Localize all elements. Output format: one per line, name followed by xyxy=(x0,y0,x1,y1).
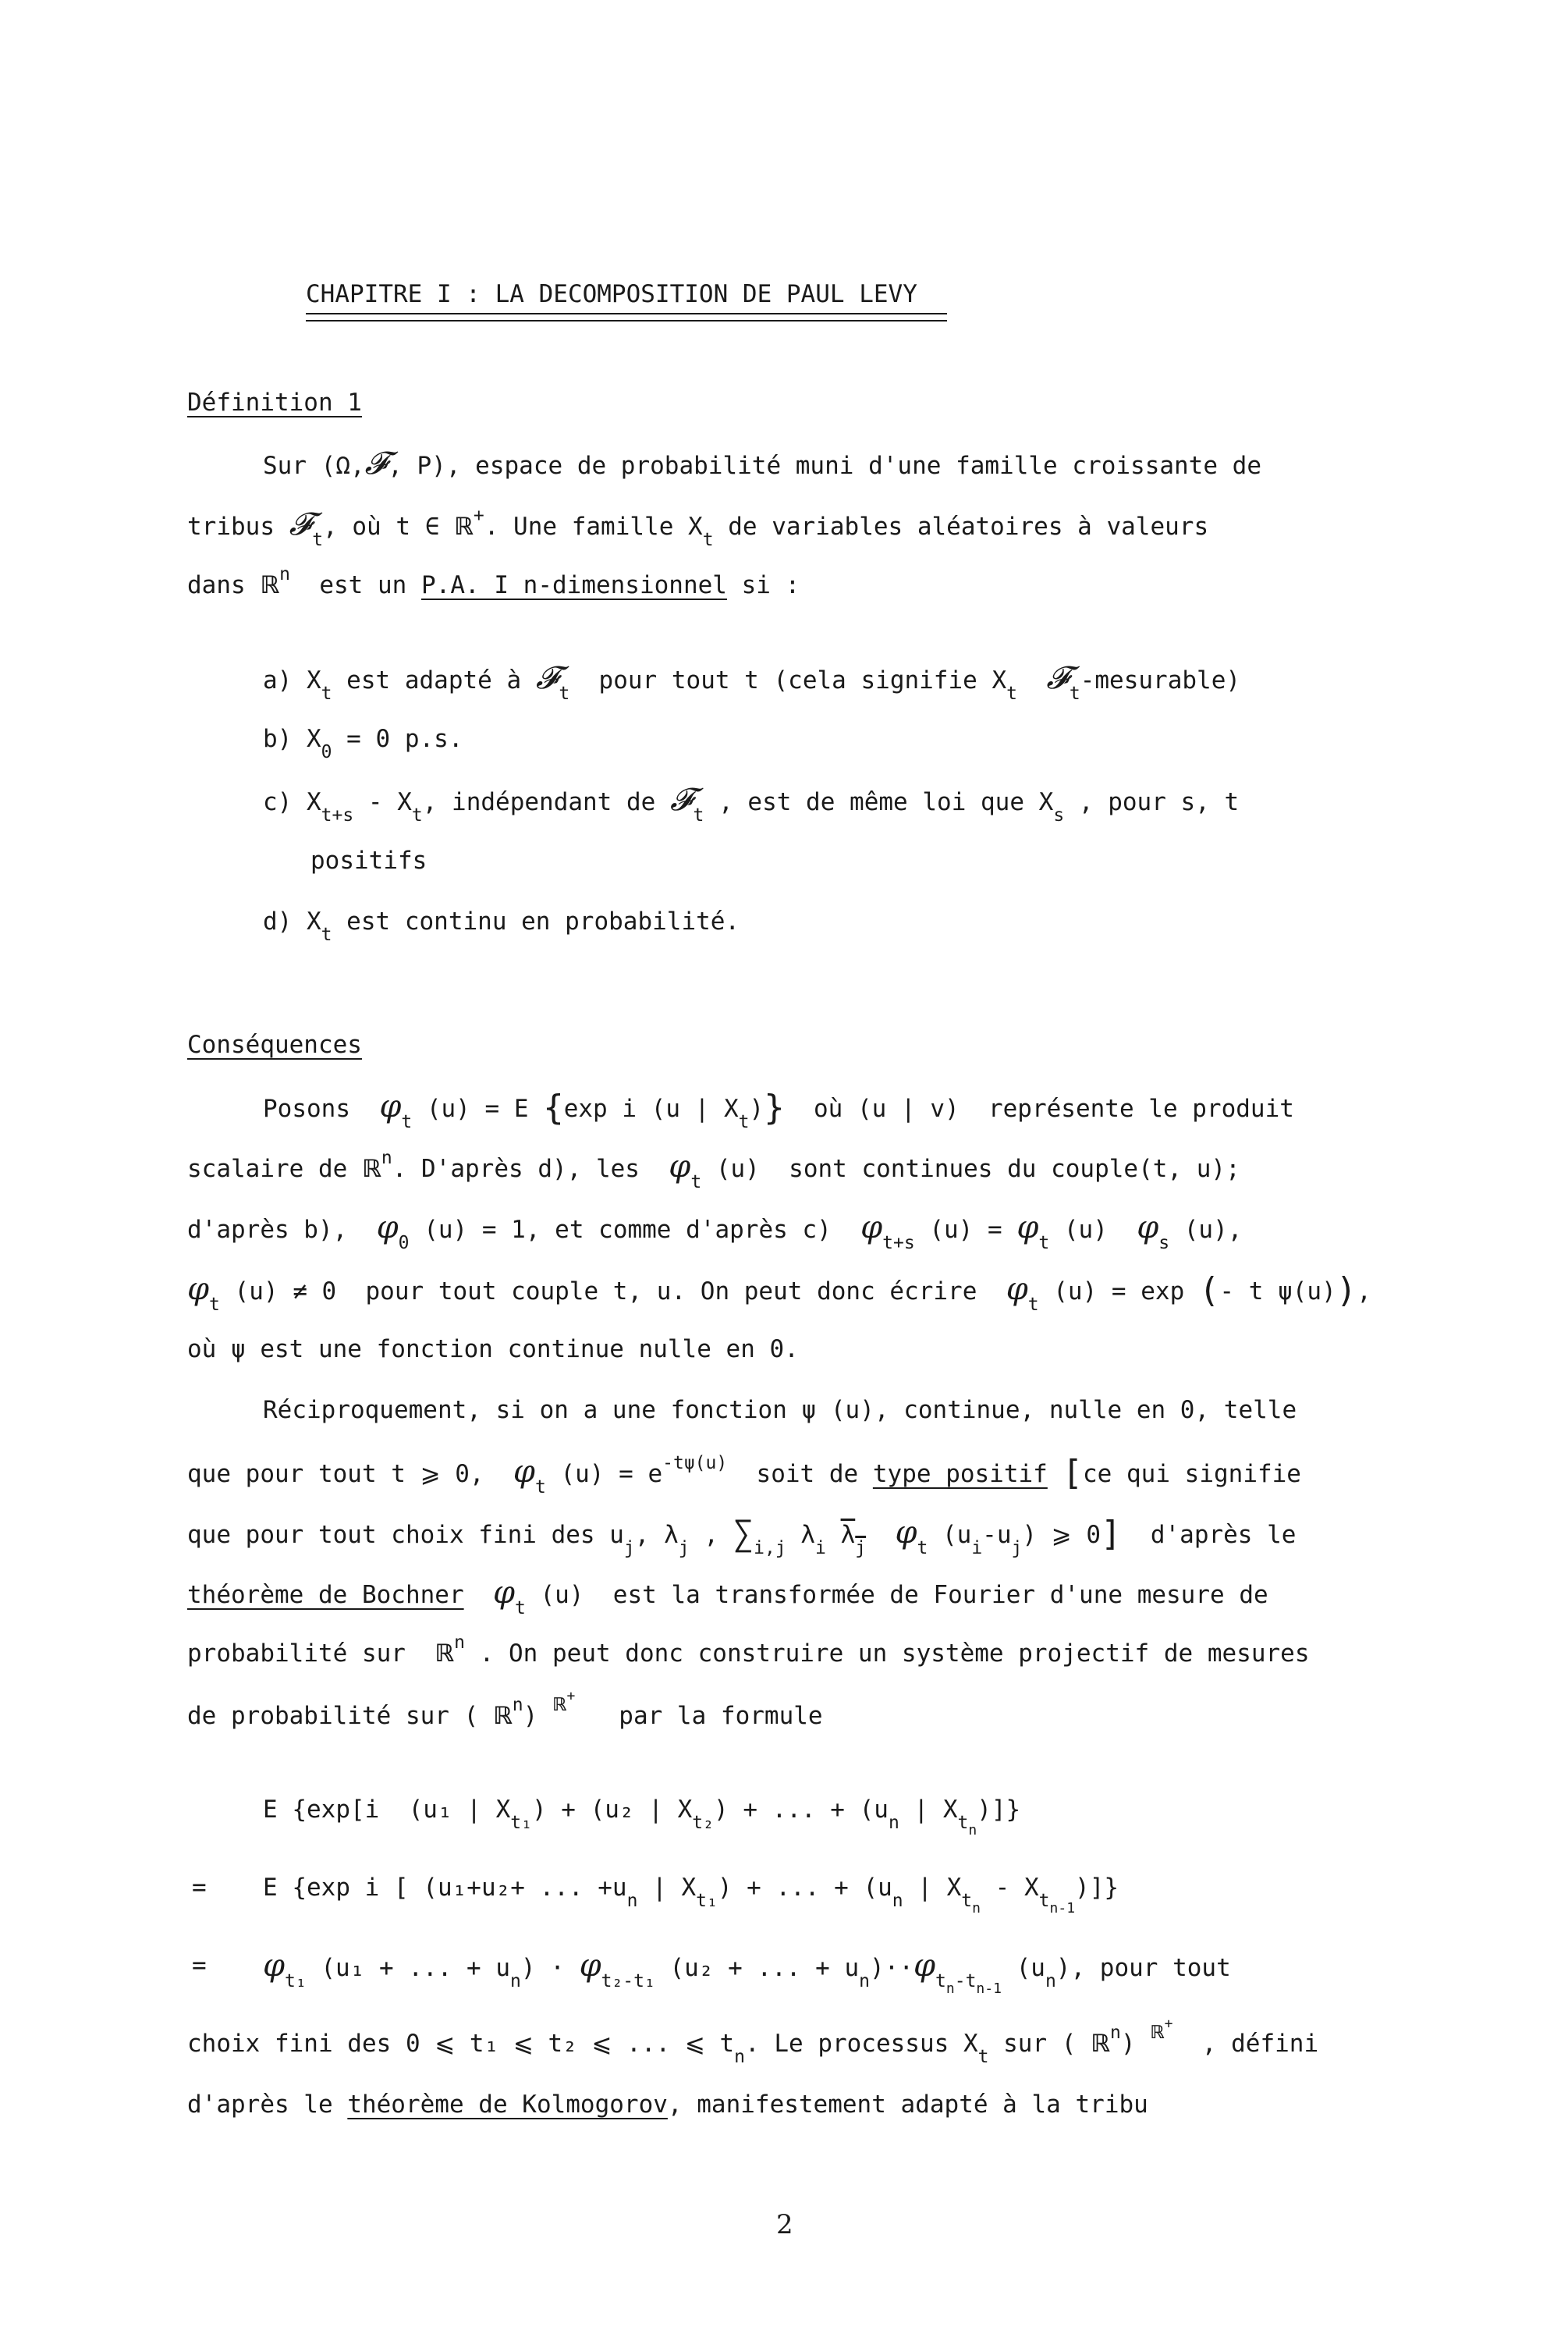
item-d: d) $X_t$ est continu en probabilité. xyxy=(263,908,740,945)
consequences-line-3: d'après b), $\varphi_0$ (u) = 1, et comme d'après c) $\varphi_{t+s}$ $(u) = \varphi_t$ (u) $\varphi_s$ (u), xyxy=(187,1210,1243,1253)
title-underline-1 xyxy=(306,313,947,314)
formula-equals-2: = xyxy=(192,1952,207,1980)
item-c-continued: positifs xyxy=(310,847,427,875)
reciprocal-line-6: de probabilité sur ( ℝ$^n$) $^{ℝ+}$ par la formule xyxy=(187,1688,823,1730)
definition-line-2: tribus 𝓕$_t$, où t ∈ ℝ+. Une famille $X_t$ de variables aléatoires à valeurs xyxy=(187,506,1209,550)
item-a: a) $X_t$ est adapté à 𝓕$_t$ pour tout t (cela signifie $X_t$ 𝓕$_t$-mesurable) xyxy=(263,660,1241,704)
reciprocal-line-3: que pour tout choix fini des $u_j$, $\lambda_j$ , $\sum_{i,j}$ $\lambda_i$ $\lambda_j$ $\varphi_t$ $(u_i-u_j)$ ⩾ 0] d'après le xyxy=(187,1514,1297,1558)
page-number: 2 xyxy=(776,2209,793,2240)
consequences-line-4: $\varphi_t$ (u) ≠ 0 pour tout couple t, u. On peut donc écrire $\varphi_t$ (u) = exp (- t ψ(u)), xyxy=(187,1270,1371,1315)
closing-line-1: choix fini des 0 ⩽ t₁ ⩽ t₂ ⩽ ... ⩽ $t_n$. Le processus $X_t$ sur ( ℝ$^n$) $^{ℝ+}$ , défini xyxy=(187,2016,1319,2067)
title-underline-2 xyxy=(306,320,947,321)
item-c: c) $X_{t+s} - X_t$, indépendant de 𝓕$_t$ , est de même loi que $X_s$ , pour s, t xyxy=(263,782,1240,826)
chapter-title: CHAPITRE I : LA DECOMPOSITION DE PAUL LEVY xyxy=(306,280,917,308)
closing-line-2: d'après le théorème de Kolmogorov, manifestement adapté à la tribu xyxy=(187,2091,1148,2119)
consequences-heading: Conséquences xyxy=(187,1031,362,1059)
definition-line-1: Sur (Ω,𝓕, P), espace de probabilité muni d'une famille croissante de xyxy=(263,446,1262,481)
item-b: b) $X_0 = 0$ p.s. xyxy=(263,725,463,762)
consequences-line-2: scalaire de ℝ$^n$. D'après d), les $\varphi_t$ (u) sont continues du couple(t, u); xyxy=(187,1148,1240,1192)
consequences-line-5: où ψ est une fonction continue nulle en 0. xyxy=(187,1335,799,1363)
definition-heading: Définition 1 xyxy=(187,389,362,417)
formula-line-3: $\varphi_{t_1}$ (u₁ + ... + $u_n) \cdot \varphi_{t_2-t_1}$ (u₂ + ... + $u_n)\cdot\cdot\varphi_{t_n-t_{n-1}}$ $(u_n)$, pour tout xyxy=(263,1948,1231,1997)
formula-line-2: E {exp i [ (u₁+u₂+ ... $+u_n$ | $X_{t_1}$) + ... + ($u_n$ | $X_{t_n} - X_{t_{n-1}}$)]} xyxy=(263,1874,1119,1916)
formula-equals-1: = xyxy=(192,1874,207,1902)
reciprocal-line-4: théorème de Bochner $\varphi_t$ (u) est la transformée de Fourier d'une mesure de xyxy=(187,1575,1268,1618)
reciprocal-line-5: probabilité sur ℝ$^n$ . On peut donc construire un système projectif de mesures xyxy=(187,1632,1310,1668)
consequences-line-1: Posons $\varphi_t$ (u) = E {exp i (u | $X_t$)} où (u | v) représente le produit xyxy=(263,1088,1294,1132)
formula-line-1: E {exp[i (u₁ | $X_{t_1}) + (u_2$ | $X_{t_2}$) + ... + ($u_n$ | $X_{t_n}$)]} xyxy=(263,1796,1021,1838)
reciprocal-line-2: que pour tout t ⩾ 0, $\varphi_t$ $(u) = e^{-t\psi(u)}$ soit de type positif [ce qui signifie xyxy=(187,1453,1301,1497)
reciprocal-line-1: Réciproquement, si on a une fonction ψ (u), continue, nulle en 0, telle xyxy=(263,1396,1297,1424)
definition-line-3: dans ℝ$^n$ est un P.A. I n-dimensionnel si : xyxy=(187,564,800,599)
